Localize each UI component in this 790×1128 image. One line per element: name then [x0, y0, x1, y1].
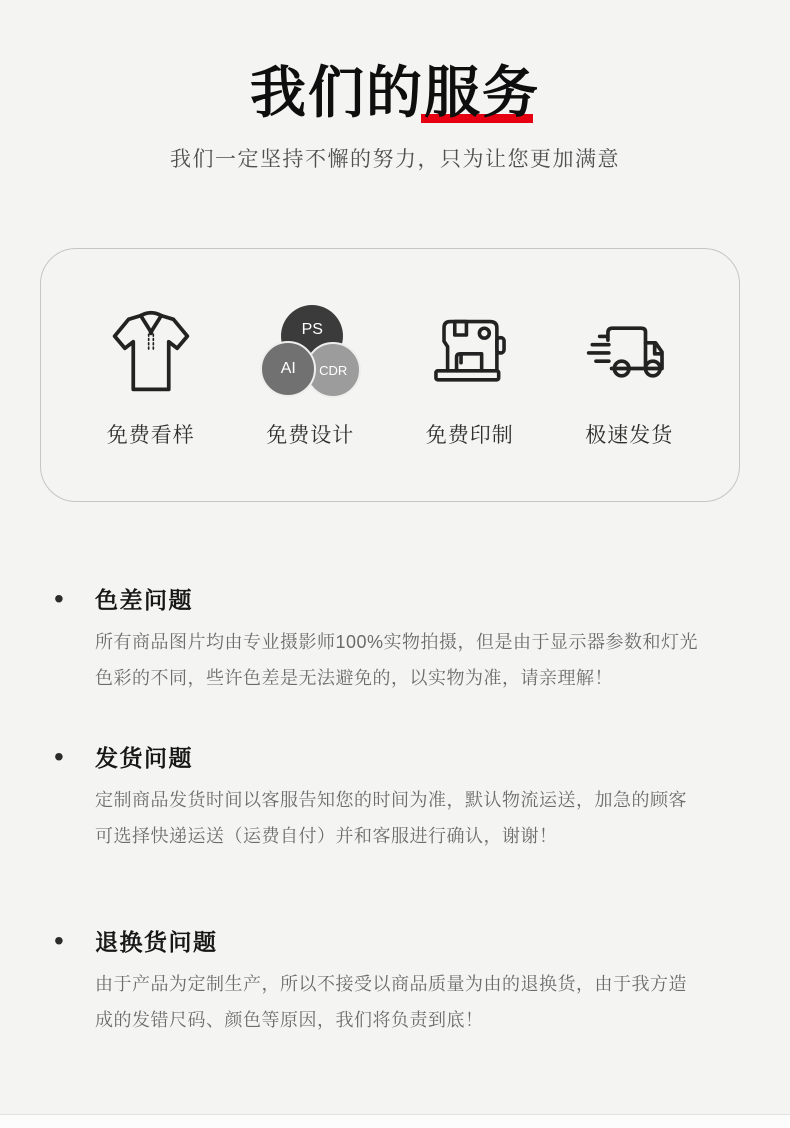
bullet-dot: •	[54, 741, 64, 772]
cdr-badge: CDR	[305, 342, 361, 398]
faq-section-returns	[0, 926, 790, 1038]
faq-body: 定制商品发货时间以客服告知您的时间为准，默认物流运送，加急的顾客可选择快递运送（运费自付）并和客服进行确认，谢谢！	[95, 790, 687, 846]
page-subtitle: 我们一定坚持不懈的努力，只为让您更加满意	[170, 148, 620, 171]
service-item-samples	[71, 305, 231, 501]
bullet-dot: •	[54, 925, 64, 956]
service-item-shipping	[550, 305, 710, 501]
page-title-underlined: 服务	[424, 61, 540, 124]
bullet-dot: •	[54, 583, 64, 614]
service-item-printing	[390, 305, 550, 501]
polo-shirt-icon	[109, 305, 193, 399]
faq-section-shipping	[0, 742, 790, 854]
page-bottom-divider	[0, 1114, 790, 1128]
service-label: 免费看样	[106, 424, 195, 447]
faq-list	[0, 584, 790, 1038]
design-tools-icon	[260, 305, 360, 399]
faq-body: 由于产品为定制生产，所以不接受以商品质量为由的退换货，由于我方造成的发错尺码、颜色等原因，我们将负责到底！	[95, 974, 687, 1030]
page-title-plain: 我们的	[250, 61, 424, 124]
ai-badge: AI	[260, 341, 316, 397]
sewing-machine-icon	[427, 305, 513, 399]
service-label: 极速发货	[585, 424, 674, 447]
service-label: 免费设计	[266, 424, 355, 447]
ps-badge: PS	[281, 305, 343, 367]
faq-body: 所有商品图片均由专业摄影师100%实物拍摄，但是由于显示器参数和灯光色彩的不同，些许色差是无法避免的，以实物为准，请亲理解！	[95, 632, 699, 688]
delivery-truck-icon	[585, 305, 673, 399]
page-title	[0, 0, 790, 122]
faq-heading: 发货问题	[95, 745, 193, 771]
faq-heading: 退换货问题	[95, 929, 218, 955]
service-label: 免费印制	[425, 424, 514, 447]
faq-heading: 色差问题	[95, 587, 193, 613]
faq-section-color-difference	[0, 584, 790, 696]
services-panel	[40, 248, 740, 502]
service-item-design	[231, 305, 391, 501]
